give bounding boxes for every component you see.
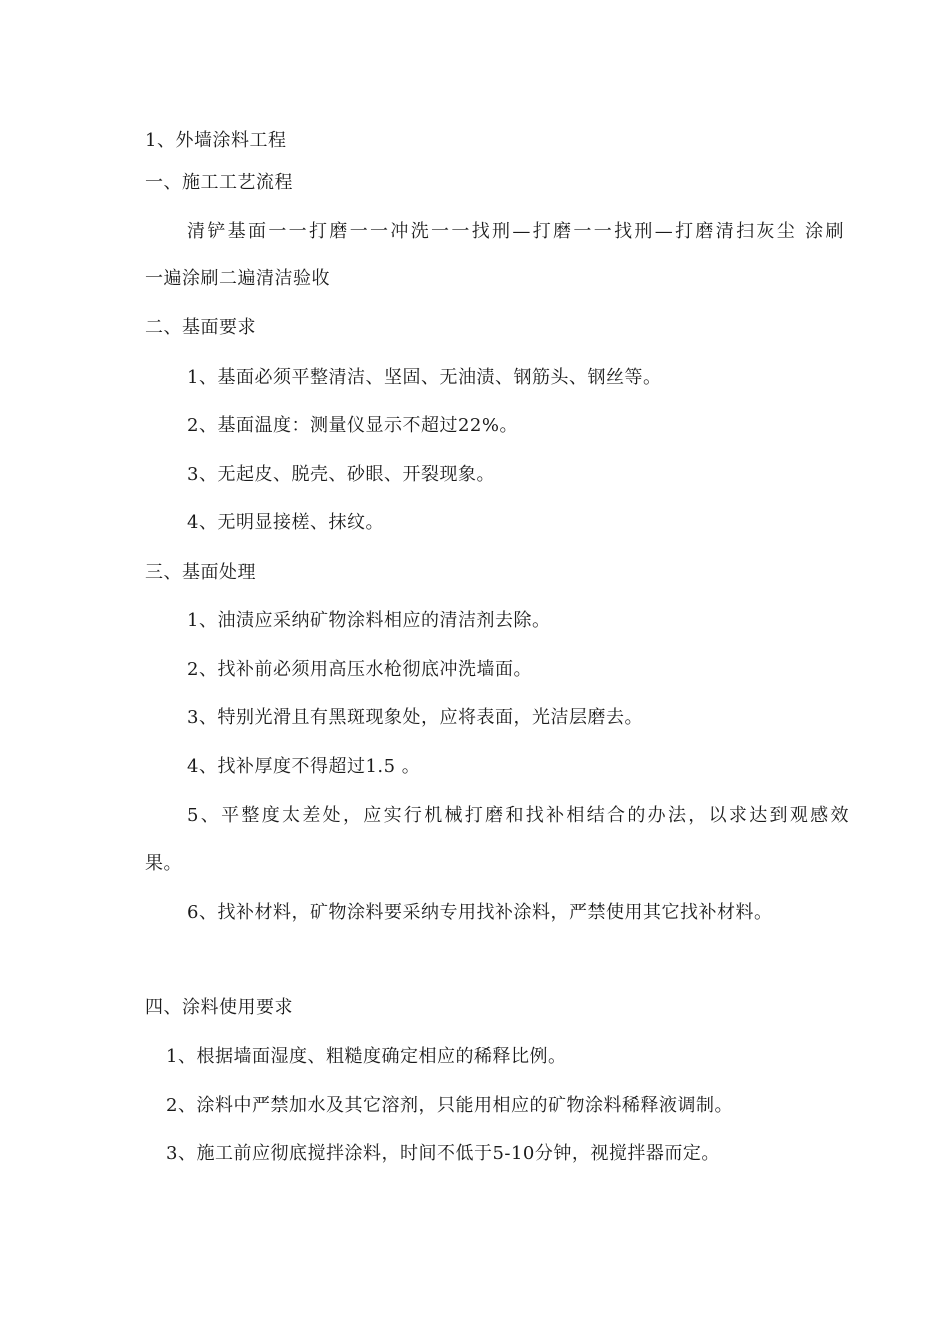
base-requirement-item: 4、无明显接槎、抹纹。 xyxy=(187,512,384,533)
base-requirement-item: 1、基面必须平整清洁、坚固、无油渍、钢筋头、钢丝等。 xyxy=(187,367,662,388)
coating-usage-item: 3、施工前应彻底搅拌涂料，时间不低于5-10分钟，视搅拌器而定。 xyxy=(166,1143,720,1164)
coating-usage-item: 2、涂料中严禁加水及其它溶剂，只能用相应的矿物涂料稀释液调制。 xyxy=(166,1095,733,1116)
coating-usage-item: 1、根据墙面湿度、粗糙度确定相应的稀释比例。 xyxy=(166,1046,567,1067)
base-treatment-item: 4、找补厚度不得超过1.5 。 xyxy=(187,756,421,777)
base-treatment-item: 1、油渍应采纳矿物涂料相应的清洁剂去除。 xyxy=(187,610,551,631)
document-title: 1、外墙涂料工程 xyxy=(145,130,287,151)
section-heading-base-treatment: 三、基面处理 xyxy=(145,562,256,583)
process-flow-line-1: 清铲基面一一打磨一一冲洗一一找刑—打磨一一找刑—打磨清扫灰尘 涂刷 xyxy=(187,221,844,242)
base-treatment-item: 3、特别光滑且有黑斑现象处，应将表面，光洁层磨去。 xyxy=(187,707,643,728)
base-treatment-item: 2、找补前必须用高压水枪彻底冲洗墙面。 xyxy=(187,659,532,680)
process-flow-line-2: 一遍涂刷二遍清洁验收 xyxy=(145,268,330,289)
section-heading-base-requirements: 二、基面要求 xyxy=(145,317,256,338)
base-treatment-item: 6、找补材料，矿物涂料要采纳专用找补涂料，严禁使用其它找补材料。 xyxy=(187,902,773,923)
base-treatment-item-continuation: 果。 xyxy=(145,853,182,874)
section-heading-coating-usage: 四、涂料使用要求 xyxy=(145,997,293,1018)
base-requirement-item: 3、无起皮、脱壳、砂眼、开裂现象。 xyxy=(187,464,495,485)
base-treatment-item: 5、平整度太差处，应实行机械打磨和找补相结合的办法，以求达到观感效 xyxy=(187,805,849,826)
base-requirement-item: 2、基面温度：测量仪显示不超过22%。 xyxy=(187,415,518,436)
section-heading-process: 一、施工工艺流程 xyxy=(145,172,293,193)
